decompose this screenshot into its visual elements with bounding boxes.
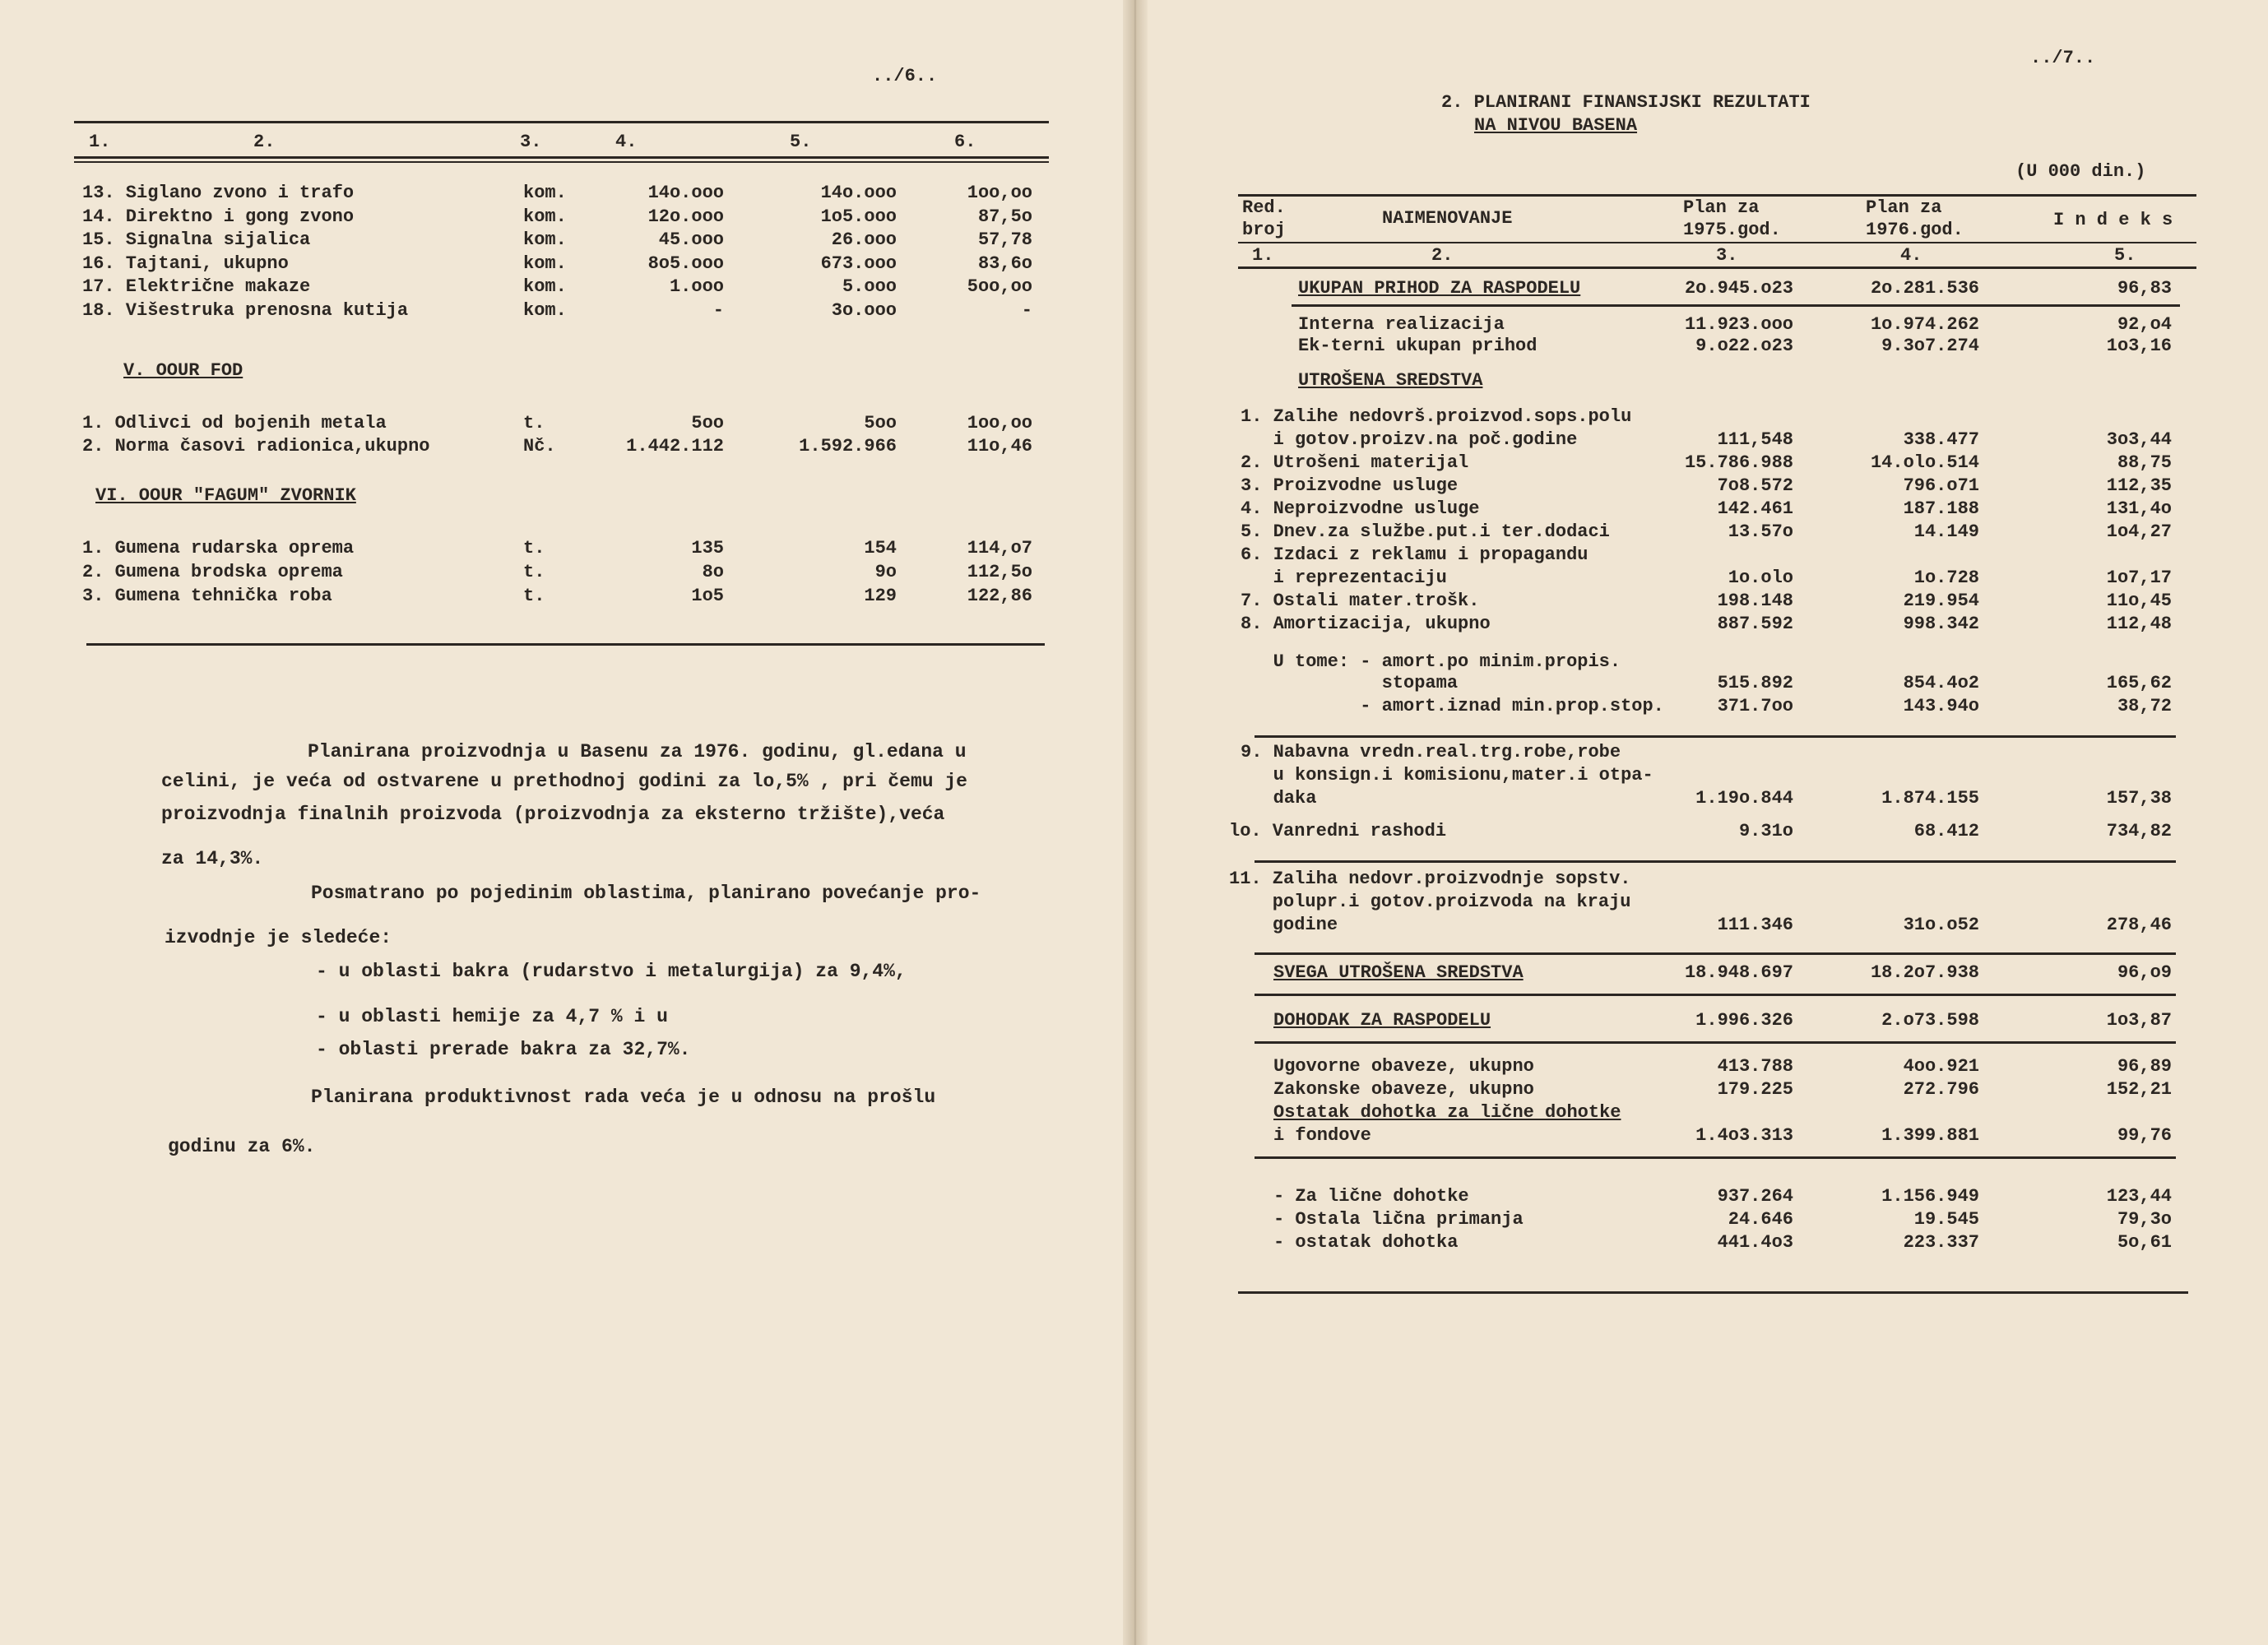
row-name: daka — [1241, 788, 1317, 809]
row-name: 3. Gumena tehnička roba — [82, 586, 332, 606]
row-plan-1976: 18.2o7.938 — [1870, 962, 1979, 983]
row-plan-1975: 15.786.988 — [1684, 452, 1793, 473]
row-plan-1975: 937.264 — [1717, 1186, 1793, 1207]
row-plan-1975: 13.57o — [1728, 521, 1793, 542]
bullet-line: - u oblasti bakra (rudarstvo i metalurgija) za 9,4%, — [316, 961, 907, 982]
row-unit: kom. — [523, 206, 567, 227]
row-plan-1976: 26.ooo — [831, 229, 897, 251]
row-name: 11. Zaliha nedovr.proizvodnje sopstv. — [1229, 869, 1631, 889]
table-title-line2: NA NIVOU BASENA — [1474, 115, 1638, 136]
rule-after-vanredni — [1255, 860, 2176, 863]
row-plan-1976: 3o.ooo — [831, 300, 897, 321]
row-plan-1976: 2.o73.598 — [1881, 1010, 1979, 1031]
row-index: 157,38 — [2106, 788, 2172, 809]
row-plan-1976: 154 — [864, 538, 897, 558]
row-plan-1976: 14.olo.514 — [1870, 452, 1979, 473]
row-index: 79,3o — [2117, 1209, 2172, 1230]
rule-after-svega — [1255, 994, 2176, 996]
row-plan-1976: 14o.ooo — [820, 183, 897, 203]
col-header-4: 4. — [615, 132, 638, 152]
row-name: UTROŠENA SREDSTVA — [1298, 370, 1483, 391]
row-index: 96,89 — [2117, 1056, 2172, 1077]
header-rule — [74, 156, 1049, 159]
row-plan-1975: - — [712, 300, 724, 321]
row-name: 2. Norma časovi radionica,ukupno — [82, 436, 430, 456]
row-plan-1975: 8o — [702, 562, 724, 582]
row-index: 123,44 — [2106, 1186, 2172, 1207]
row-index: 96,83 — [2117, 278, 2172, 299]
row-plan-1975: 142.461 — [1717, 498, 1793, 519]
row-index: - — [1021, 300, 1032, 321]
right-col-num-2: 2. — [1431, 245, 1454, 266]
hdr-plan75-a: Plan za — [1683, 197, 1760, 218]
right-col-num-3: 3. — [1716, 245, 1738, 266]
row-index: 11o,46 — [967, 436, 1032, 456]
row-unit: kom. — [523, 253, 567, 274]
page-number-6: ../6.. — [872, 66, 938, 86]
row-plan-1975: 441.4o3 — [1717, 1232, 1793, 1253]
row-plan-1975: 371.7oo — [1717, 696, 1793, 716]
row-name: - amort.iznad min.prop.stop. — [1241, 696, 1664, 716]
row-name: SVEGA UTROŠENA SREDSTVA — [1273, 962, 1524, 983]
row-plan-1976: 1o5.ooo — [820, 206, 897, 227]
row-unit: t. — [523, 562, 545, 582]
row-index: 734,82 — [2106, 821, 2172, 841]
row-plan-1975: 5oo — [691, 413, 724, 433]
row-plan-1975: 45.ooo — [658, 229, 724, 251]
row-name: - Ostala lična primanja — [1273, 1209, 1524, 1230]
row-plan-1976: 143.94o — [1903, 696, 1979, 716]
row-plan-1976: 187.188 — [1903, 498, 1979, 519]
row-plan-1975: 1o5 — [691, 586, 724, 606]
row-name: Ek-terni ukupan prihod — [1298, 336, 1538, 356]
row-name: i gotov.proizv.na poč.godine — [1241, 429, 1578, 450]
row-plan-1975: 1.442.112 — [626, 436, 724, 456]
book-spine — [1123, 0, 1148, 1645]
hdr-broj: broj — [1242, 220, 1286, 240]
row-name: 16. Tajtani, ukupno — [82, 253, 289, 274]
paragraph-line: Planirana proizvodnja u Basenu za 1976. godinu, gl.edana u — [308, 741, 967, 762]
row-plan-1975: 18.948.697 — [1684, 962, 1793, 983]
row-name: 14. Direktno i gong zvono — [82, 206, 355, 227]
row-name: u konsign.i komisionu,mater.i otpa- — [1241, 765, 1653, 785]
row-plan-1976: 854.4o2 — [1903, 673, 1979, 693]
rule-after-dohodak — [1255, 1041, 2176, 1044]
row-index: 112,5o — [967, 562, 1032, 582]
row-unit: t. — [523, 413, 545, 433]
row-plan-1975: 198.148 — [1717, 591, 1793, 611]
col-header-1: 1. — [89, 132, 111, 152]
row-plan-1975: 9.o22.o23 — [1695, 336, 1793, 356]
row-plan-1975: 8o5.ooo — [647, 253, 724, 274]
row-index: 112,35 — [2106, 475, 2172, 496]
row-plan-1976: 14.149 — [1913, 521, 1979, 542]
row-name: Interna realizacija — [1298, 314, 1505, 335]
row-plan-1975: 1o.olo — [1728, 568, 1793, 588]
row-name: 2. Utrošeni materijal — [1241, 452, 1469, 473]
row-plan-1975: 11.923.ooo — [1684, 314, 1793, 335]
row-index: 11o,45 — [2106, 591, 2172, 611]
row-plan-1976: 19.545 — [1913, 1209, 1979, 1230]
row-name: - ostatak dohotka — [1273, 1232, 1459, 1253]
row-name: i fondove — [1273, 1125, 1371, 1146]
row-name: 4. Neproizvodne usluge — [1241, 498, 1480, 519]
row-name: stopama — [1241, 673, 1459, 693]
rule-before-svega — [1255, 952, 2176, 955]
row-name: 5. Dnev.za službe.put.i ter.dodaci — [1241, 521, 1610, 542]
bullet-line: - oblasti prerade bakra za 32,7%. — [316, 1039, 691, 1060]
row-name: 1. Zalihe nedovrš.proizvod.sops.polu — [1241, 406, 1632, 427]
row-name: 15. Signalna sijalica — [82, 229, 311, 251]
row-name: U tome: - amort.po minim.propis. — [1241, 651, 1621, 672]
rule-after-fondove — [1255, 1156, 2176, 1159]
row-unit: kom. — [523, 276, 567, 298]
col-header-2: 2. — [253, 132, 276, 152]
right-header-rule-2 — [1238, 266, 2196, 269]
row-plan-1975: 135 — [691, 538, 724, 558]
row-index: 1o7,17 — [2106, 568, 2172, 588]
row-plan-1976: 998.342 — [1903, 614, 1979, 634]
row-plan-1975: 515.892 — [1717, 673, 1793, 693]
row-index: 5o,61 — [2117, 1232, 2172, 1253]
paragraph-line: godinu za 6%. — [168, 1136, 316, 1157]
hdr-plan75-b: 1975.god. — [1683, 220, 1781, 240]
row-name: 17. Električne makaze — [82, 276, 311, 298]
row-plan-1975: 7o8.572 — [1717, 475, 1793, 496]
rule-after-ukupan — [1292, 304, 2180, 307]
row-plan-1976: 1o.728 — [1913, 568, 1979, 588]
row-name: polupr.i gotov.proizvoda na kraju — [1229, 892, 1631, 912]
unit-note: (U 000 din.) — [2015, 161, 2146, 182]
row-index: 96,o9 — [2117, 962, 2172, 983]
row-name: 9. Nabavna vredn.real.trg.robe,robe — [1241, 742, 1621, 762]
row-plan-1975: 1.996.326 — [1695, 1010, 1793, 1031]
row-name: 1. Odlivci od bojenih metala — [82, 413, 387, 433]
hdr-indeks: I n d e k s — [2053, 210, 2173, 230]
row-plan-1975: 887.592 — [1717, 614, 1793, 634]
row-plan-1976: 5.ooo — [842, 276, 897, 298]
row-plan-1975: 111.346 — [1717, 915, 1793, 935]
row-plan-1976: 272.796 — [1903, 1079, 1979, 1100]
row-plan-1975: 111,548 — [1717, 429, 1793, 450]
paragraph-line: izvodnje je sledeće: — [165, 927, 392, 948]
row-index: 165,62 — [2106, 673, 2172, 693]
row-name: 13. Siglano zvono i trafo — [82, 183, 355, 203]
paragraph-line: Planirana produktivnost rada veća je u odnosu na prošlu — [311, 1087, 936, 1108]
row-name: Ugovorne obaveze, ukupno — [1273, 1056, 1534, 1077]
row-name: - Za lične dohotke — [1273, 1186, 1469, 1207]
row-index: 1o3,87 — [2106, 1010, 2172, 1031]
row-plan-1976: 4oo.921 — [1903, 1056, 1979, 1077]
row-index: 83,6o — [977, 253, 1032, 274]
paragraph-line: proizvodnja finalnih proizvoda (proizvodnja za eksterno tržište),veća — [161, 804, 945, 825]
row-index: 1o3,16 — [2106, 336, 2172, 356]
row-index: 1oo,oo — [967, 413, 1032, 433]
right-table-top-rule — [1238, 194, 2196, 197]
row-plan-1976: 5oo — [864, 413, 897, 433]
row-index: 57,78 — [977, 229, 1032, 251]
row-unit: t. — [523, 586, 545, 606]
row-index: 152,21 — [2106, 1079, 2172, 1100]
paragraph-line: celini, je veća od ostvarene u prethodnoj godini za lo,5% , pri čemu je — [161, 771, 967, 792]
row-name: DOHODAK ZA RASPODELU — [1273, 1010, 1491, 1031]
table-top-rule — [74, 121, 1049, 123]
row-plan-1976: 1.874.155 — [1881, 788, 1979, 809]
row-index: 38,72 — [2117, 696, 2172, 716]
right-header-rule — [1238, 242, 2196, 243]
row-index: 3o3,44 — [2106, 429, 2172, 450]
row-plan-1975: 2o.945.o23 — [1684, 278, 1793, 299]
row-name: 6. Izdaci z reklamu i propagandu — [1241, 544, 1589, 565]
row-name: 8. Amortizacija, ukupno — [1241, 614, 1491, 634]
row-plan-1976: 1.399.881 — [1881, 1125, 1979, 1146]
row-plan-1976: 673.ooo — [820, 253, 897, 274]
row-plan-1975: 12o.ooo — [647, 206, 724, 227]
row-plan-1975: 1.4o3.313 — [1695, 1125, 1793, 1146]
right-col-num-4: 4. — [1900, 245, 1922, 266]
row-unit: kom. — [523, 229, 567, 251]
row-plan-1976: 338.477 — [1903, 429, 1979, 450]
row-plan-1976: 1.592.966 — [799, 436, 897, 456]
paragraph-line: Posmatrano po pojedinim oblastima, planirano povećanje pro- — [311, 883, 981, 904]
row-plan-1975: 179.225 — [1717, 1079, 1793, 1100]
row-index: 112,48 — [2106, 614, 2172, 634]
row-unit: kom. — [523, 183, 567, 203]
row-unit: t. — [523, 538, 545, 558]
row-index: 92,o4 — [2117, 314, 2172, 335]
row-name: 3. Proizvodne usluge — [1241, 475, 1459, 496]
right-col-num-5: 5. — [2114, 245, 2136, 266]
row-index: 278,46 — [2106, 915, 2172, 935]
row-name: 2. Gumena brodska oprema — [82, 562, 343, 582]
row-plan-1976: 1.156.949 — [1881, 1186, 1979, 1207]
row-index: 122,86 — [967, 586, 1032, 606]
hdr-plan76-a: Plan za — [1866, 197, 1942, 218]
right-table-bottom-rule — [1238, 1291, 2188, 1294]
row-name: Ostatak dohotka za lične dohotke — [1273, 1102, 1621, 1123]
row-plan-1976: 796.o71 — [1903, 475, 1979, 496]
page-number-7: ../7.. — [2030, 48, 2096, 68]
row-unit: kom. — [523, 300, 567, 321]
row-name: 7. Ostali mater.trošk. — [1241, 591, 1480, 611]
row-plan-1975: 9.31o — [1738, 821, 1793, 841]
row-name: 18. Višestruka prenosna kutija — [82, 300, 409, 321]
row-name: UKUPAN PRIHOD ZA RASPODELU — [1298, 278, 1581, 299]
col-header-3: 3. — [520, 132, 542, 152]
row-plan-1976: 223.337 — [1903, 1232, 1979, 1253]
row-plan-1976: 68.412 — [1913, 821, 1979, 841]
table-bottom-rule — [86, 643, 1045, 646]
right-col-num-1: 1. — [1252, 245, 1274, 266]
row-plan-1976: 1o.974.262 — [1870, 314, 1979, 335]
row-name: lo. Vanredni rashodi — [1229, 821, 1447, 841]
header-rule-2 — [74, 161, 1049, 163]
row-index: 1o4,27 — [2106, 521, 2172, 542]
row-index: 99,76 — [2117, 1125, 2172, 1146]
hdr-plan76-b: 1976.god. — [1866, 220, 1964, 240]
row-plan-1975: 14o.ooo — [647, 183, 724, 203]
row-name: i reprezentaciju — [1241, 568, 1447, 588]
row-plan-1975: 24.646 — [1728, 1209, 1793, 1230]
row-index: 87,5o — [977, 206, 1032, 227]
row-plan-1976: 9.3o7.274 — [1881, 336, 1979, 356]
row-index: 5oo,oo — [967, 276, 1032, 298]
row-name: Zakonske obaveze, ukupno — [1273, 1079, 1534, 1100]
bullet-line: - u oblasti hemije za 4,7 % i u — [316, 1006, 668, 1027]
hdr-red: Red. — [1242, 197, 1286, 218]
row-plan-1975: 1.ooo — [669, 276, 724, 298]
rule-after-amort — [1255, 735, 2176, 738]
row-plan-1975: 413.788 — [1717, 1056, 1793, 1077]
row-plan-1976: 219.954 — [1903, 591, 1979, 611]
row-index: 1oo,oo — [967, 183, 1032, 203]
col-header-5: 5. — [790, 132, 812, 152]
row-name: godine — [1229, 915, 1338, 935]
col-header-6: 6. — [954, 132, 976, 152]
row-name: 1. Gumena rudarska oprema — [82, 538, 355, 558]
row-plan-1976: 129 — [864, 586, 897, 606]
hdr-naimenovanje: NAIMENOVANJE — [1382, 208, 1513, 229]
row-plan-1976: 9o — [874, 562, 897, 582]
row-plan-1976: 2o.281.536 — [1870, 278, 1979, 299]
table-title-line1: 2. PLANIRANI FINANSIJSKI REZULTATI — [1441, 92, 1811, 113]
row-plan-1975: 1.19o.844 — [1695, 788, 1793, 809]
row-index: 114,o7 — [967, 538, 1032, 558]
row-index: 88,75 — [2117, 452, 2172, 473]
section-title-fod: V. OOUR FOD — [123, 360, 243, 381]
row-unit: Nč. — [523, 436, 556, 456]
row-index: 131,4o — [2106, 498, 2172, 519]
section-title-fagum: VI. OOUR "FAGUM" ZVORNIK — [95, 485, 356, 506]
row-plan-1976: 31o.o52 — [1903, 915, 1979, 935]
paragraph-line: za 14,3%. — [161, 848, 264, 869]
